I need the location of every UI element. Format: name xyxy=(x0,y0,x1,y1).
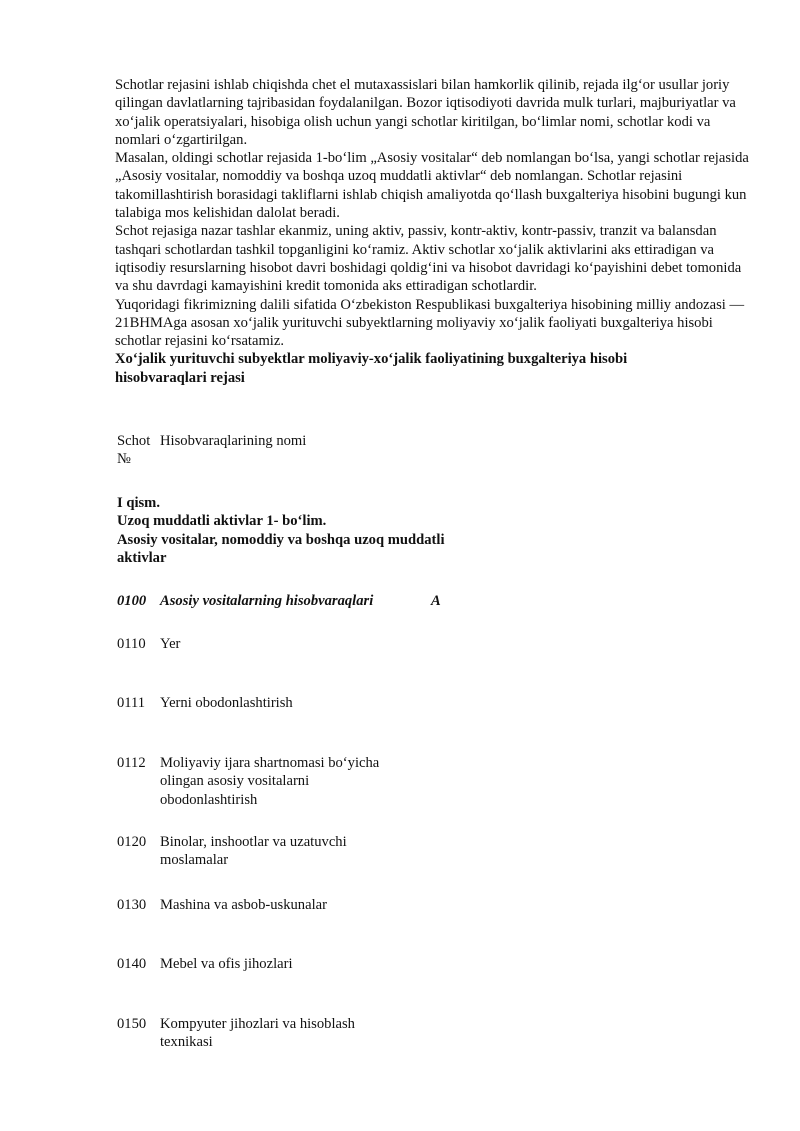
row-name: Yerni obodonlashtirish xyxy=(160,695,293,711)
header-number: Schot № xyxy=(117,433,151,468)
row-code: 0120 xyxy=(117,834,147,850)
row-name: Kompyuter jihozlari va hisoblash texnikasi xyxy=(160,1016,355,1051)
section-title xyxy=(117,494,497,567)
section-chapter: Uzoq muddatli aktivlar 1- boʻlim. xyxy=(117,513,327,530)
section-part: I qism. xyxy=(117,495,160,511)
paragraph-2: Masalan, oldingi schotlar rejasida 1-boʻlim „Asosiy vositalar“ deb nomlangan boʻlsa, yangi schotlar rejasida „Asosiy vositalar, nomoddiy va boshqa uzoq muddatli aktivlar“ deb nomlangan. Schotlar rejasini takomillashtirish borasidagi takliflarni ishlab chiqish amaliyotda qoʻllash buxgalteriya hisobini bugungi kun talabiga mos kelishidan dalolat beradi. xyxy=(115,150,749,222)
paragraph-4: Yuqoridagi fikrimizning dalili sifatida Oʻzbekiston Respublikasi buxgalteriya hisobining milliy andozasi — 21BHMAga asosan xoʻjalik yurituvchi subyektlarning moliyaviy xoʻjalik faoliyati buxgalteriya hisobi schotlar rejasini koʻrsatamiz. xyxy=(115,296,745,350)
paragraph-1: Schotlar rejasini ishlab chiqishda chet el mutaxassislari bilan hamkorlik qilinib, rejada ilgʻor usullar joriy qilingan davlatlarning tajribasidan foydalanilgan. Bozor iqtisodiyoti davrida mulk turlari, majburiyatlar va xoʻjalik operatsiyalari, hisobiga olish uchun yangi schotlar kiritilgan, boʻlimlar nomi, schotlar kodi va nomlari oʻzgartirilgan. xyxy=(115,77,736,148)
row-name: Binolar, inshootlar va uzatuvchi moslamalar xyxy=(160,834,347,869)
paragraph-3: Schot rejasiga nazar tashlar ekanmiz, uning aktiv, passiv, kontr-aktiv, kontr-passiv, tranzit va balansdan tashqari schotlardan tashkil topganligini koʻramiz. Aktiv schotlar xoʻjalik aktivlarini aks ettiradigan va iqtisodiy resurslarning hisobot davri boshidagi qoldigʻini va hisobot davridagi koʻpayishini debet tomonida va shu davrdagi kamayishini kredit tomonida aks ettiradigan schotlardir. xyxy=(115,223,742,295)
group-code: 0100 xyxy=(117,593,147,609)
header-name: Hisobvaraqlarining nomi xyxy=(160,433,307,449)
section-name: Asosiy vositalar, nomoddiy va boshqa uzoq muddatli aktivlar xyxy=(117,531,445,566)
document-body xyxy=(115,76,750,387)
row-code: 0110 xyxy=(117,636,146,652)
row-name: Mashina va asbob-uskunalar xyxy=(160,897,327,913)
row-code: 0112 xyxy=(117,755,146,771)
document-heading: Xoʻjalik yurituvchi subyektlar moliyaviy-xoʻjalik faoliyatining buxgalteriya hisobi hisobvaraqlari rejasi xyxy=(115,351,628,386)
row-name: Moliyaviy ijara shartnomasi boʻyicha olingan asosiy vositalarni obodonlashtirish xyxy=(160,755,380,808)
row-code: 0130 xyxy=(117,897,147,913)
row-name: Yer xyxy=(160,636,181,652)
group-name: Asosiy vositalarning hisobvaraqlari xyxy=(160,593,374,609)
row-code: 0111 xyxy=(117,695,146,711)
row-name: Mebel va ofis jihozlari xyxy=(160,956,293,972)
row-code: 0140 xyxy=(117,956,147,972)
row-code: 0150 xyxy=(117,1016,147,1032)
group-type: A xyxy=(431,593,441,609)
